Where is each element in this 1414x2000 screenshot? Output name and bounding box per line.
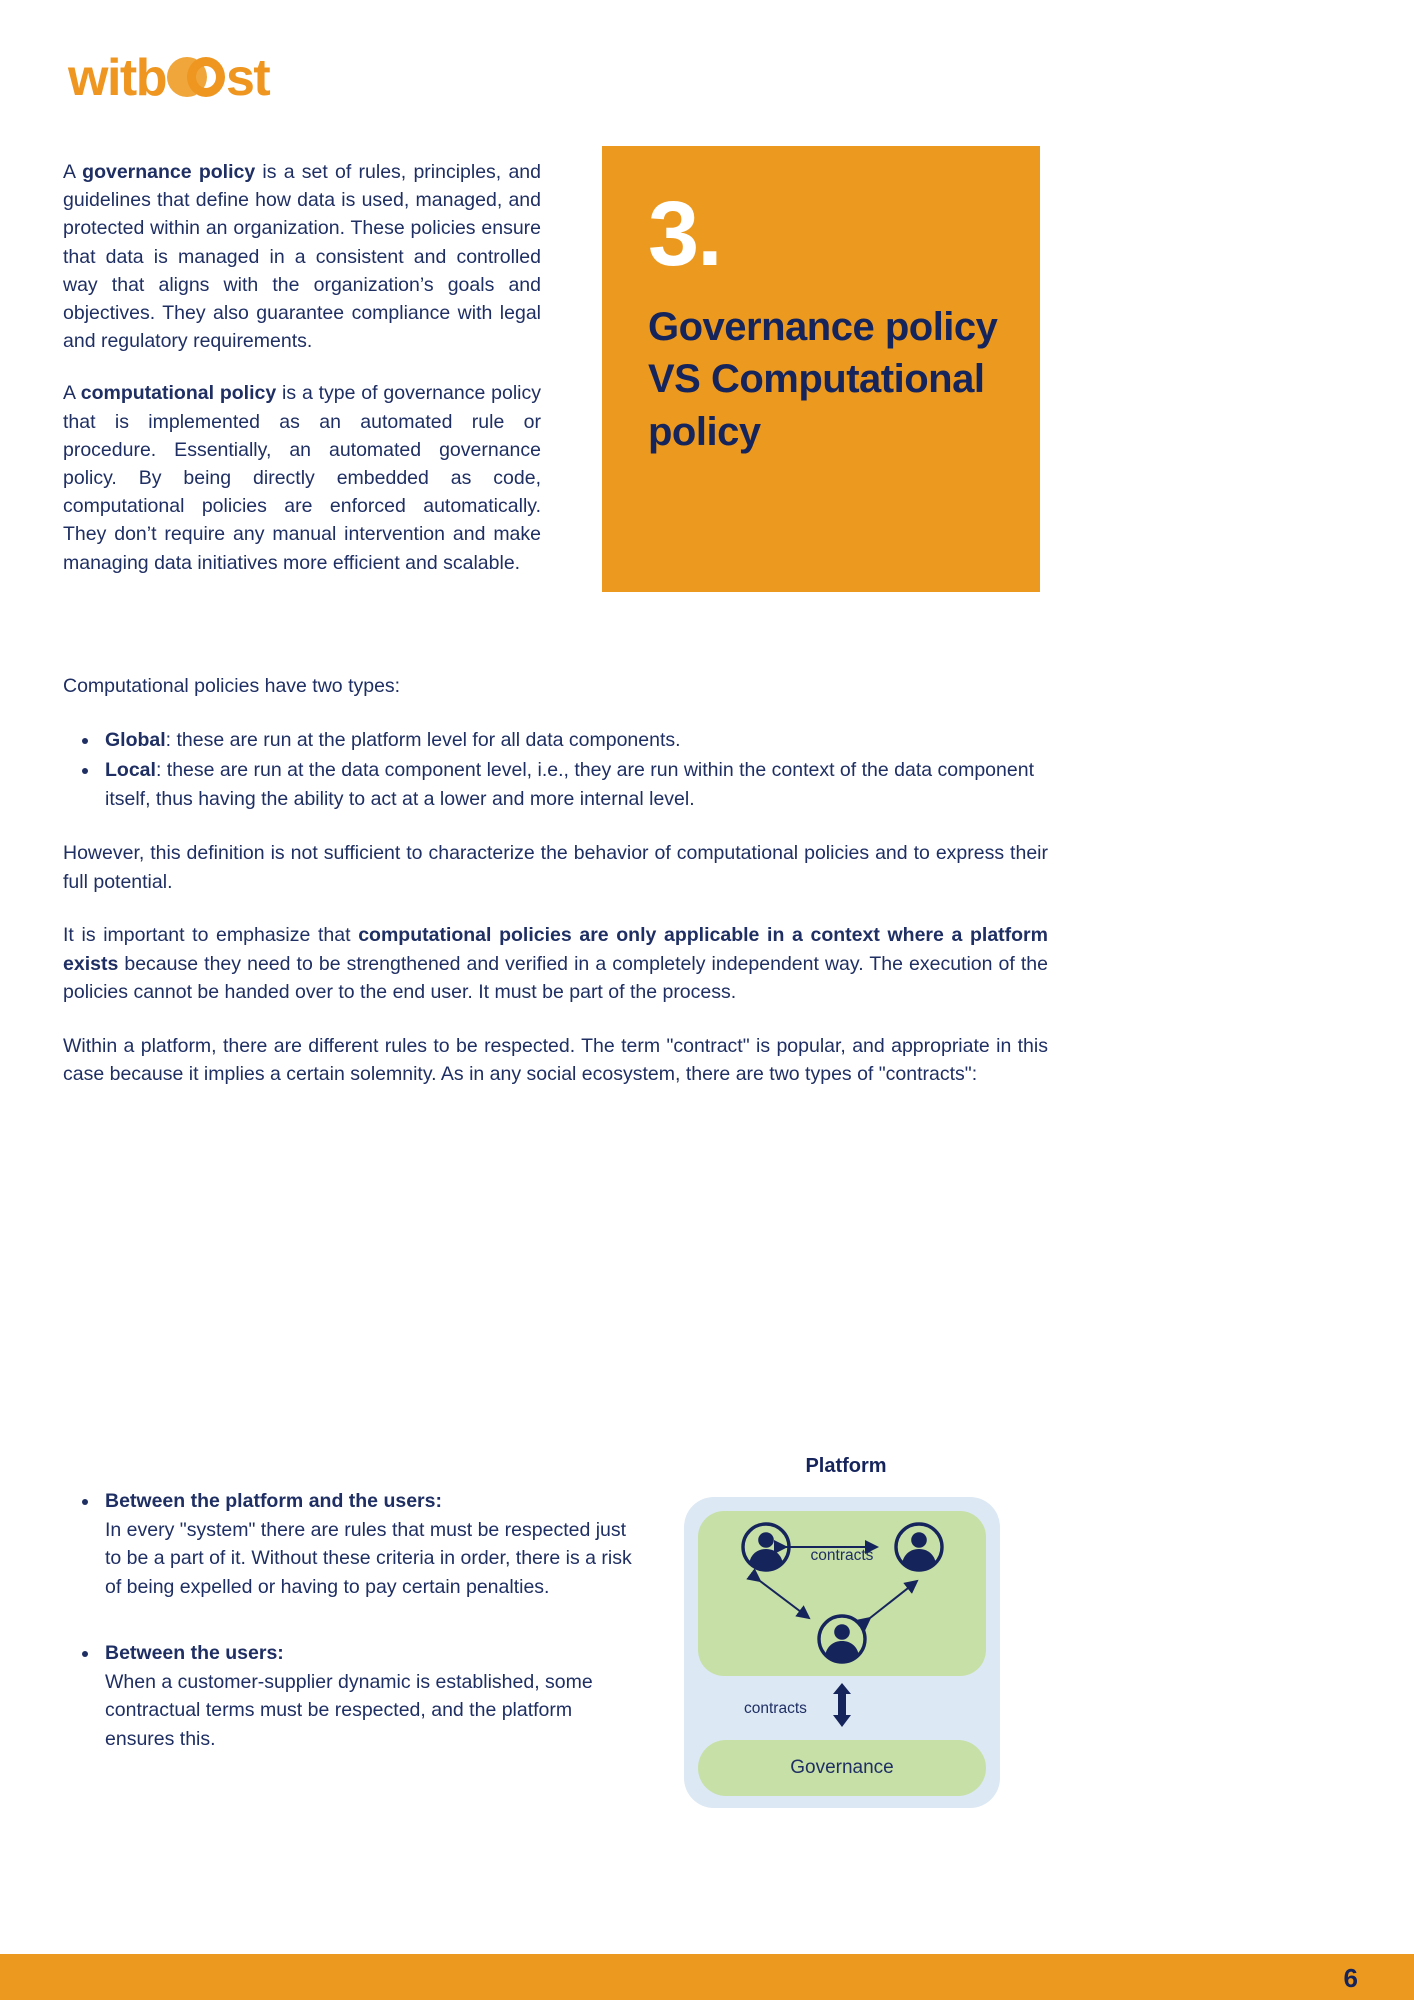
intro-p1-rest: is a set of rules, principles, and guidelines that define how data is used, managed, and protected within an organization. These policies ensure that data is managed in a consistent and controlled way that aligns with the organization’s goals and objectives. They also guarantee compliance with legal and regulatory requirements. bbox=[63, 161, 541, 353]
logo-text-right: st bbox=[225, 49, 270, 107]
contract-types-list bbox=[63, 1487, 643, 1753]
diagram-label-governance: Governance bbox=[790, 1757, 894, 1778]
list-item bbox=[63, 1639, 643, 1753]
paragraph-within-platform: Within a platform, there are different rules to be respected. The term "contract" is popular, and appropriate in this case because it implies a certain solemnity. As in any social ecosystem, there are two types of "contracts": bbox=[63, 1034, 1048, 1085]
intro-p2-bold-term: computational policy bbox=[80, 382, 277, 405]
user-avatar-icon bbox=[819, 1616, 865, 1663]
diagram-label-contracts-top: contracts bbox=[810, 1547, 874, 1564]
types-intro-paragraph: Computational policies have two types: bbox=[63, 675, 401, 697]
intro-paragraph-computational bbox=[63, 379, 541, 576]
user-avatar-icon bbox=[743, 1524, 789, 1571]
policy-type-desc-global: : these are run at the platform level for all data components. bbox=[165, 728, 681, 751]
intro-column bbox=[63, 158, 541, 577]
body-content bbox=[63, 672, 1048, 1114]
contract-types-column bbox=[63, 1487, 643, 1791]
list-item bbox=[63, 756, 1048, 813]
arrow-contracts-left-diagonal bbox=[760, 1581, 809, 1618]
logo-ring-shape bbox=[187, 57, 225, 97]
important-rest: because they need to be strengthened and verified in a completely independent way. The execution of the policies cannot be handed over to the end user. It must be part of the process. bbox=[63, 952, 1048, 1003]
paragraph-important bbox=[63, 921, 1048, 1007]
policy-type-term-local: Local bbox=[105, 759, 156, 781]
contract-type-text-users: When a customer-supplier dynamic is established, some contractual terms must be respected, and the platform ensures this. bbox=[105, 1670, 593, 1750]
policy-type-desc-local: : these are run at the data component level, i.e., they are run within the context of the data component itself, thus having the ability to act at a lower and more internal level. bbox=[105, 759, 1034, 810]
logo-double-o-icon bbox=[167, 57, 225, 97]
arrow-governance-vertical bbox=[833, 1683, 851, 1727]
important-lead: It is important to emphasize that bbox=[63, 924, 359, 946]
diagram-label-contracts-bottom: contracts bbox=[744, 1700, 807, 1717]
intro-paragraph-governance bbox=[63, 158, 541, 355]
contract-type-heading-platform-users: Between the platform and the users: bbox=[105, 1490, 442, 1512]
important-bold: computational policies are only applicable in a context where a platform exists bbox=[63, 924, 1048, 975]
intro-p1-lead: A bbox=[63, 161, 83, 183]
footer-bar bbox=[0, 1954, 1414, 2000]
page-number: 6 bbox=[1343, 1963, 1358, 1993]
chapter-hero-box bbox=[602, 146, 1040, 592]
chapter-title: Governance policy VS Computational policy bbox=[648, 304, 998, 455]
diagram-title: Platform bbox=[805, 1455, 887, 1477]
logo-text-left: witb bbox=[68, 49, 166, 107]
chapter-number: 3. bbox=[648, 183, 721, 285]
list-item bbox=[63, 726, 1048, 755]
diagram-vector-layer bbox=[684, 1497, 1000, 1808]
contract-type-heading-users: Between the users: bbox=[105, 1642, 284, 1664]
policy-type-term-global: Global bbox=[105, 728, 166, 751]
list-item bbox=[63, 1487, 643, 1601]
intro-p1-bold-term: governance policy bbox=[82, 161, 256, 183]
intro-p2-lead: A bbox=[63, 382, 81, 405]
witboost-logo bbox=[68, 50, 269, 106]
intro-p2-rest: is a type of governance policy that is implemented as an automated rule or procedure. Essentially, an automated governance policy. By being directly embedded as code, computational policies are enforced automatically. They don’t require any manual intervention and make managing data initiatives more efficient and scalable. bbox=[63, 382, 541, 574]
user-avatar-icon bbox=[896, 1524, 942, 1571]
arrow-contracts-right-diagonal bbox=[870, 1581, 917, 1618]
contract-type-text-platform-users: In every "system" there are rules that must be respected just to be a part of it. Without these criteria in order, there is a risk of being expelled or having to pay certain penalties. bbox=[105, 1518, 632, 1598]
policy-types-list bbox=[63, 726, 1048, 814]
logo-wordmark bbox=[68, 49, 270, 107]
paragraph-however: However, this definition is not sufficient to characterize the behavior of computational policies and to express their full potential. bbox=[63, 842, 1048, 893]
